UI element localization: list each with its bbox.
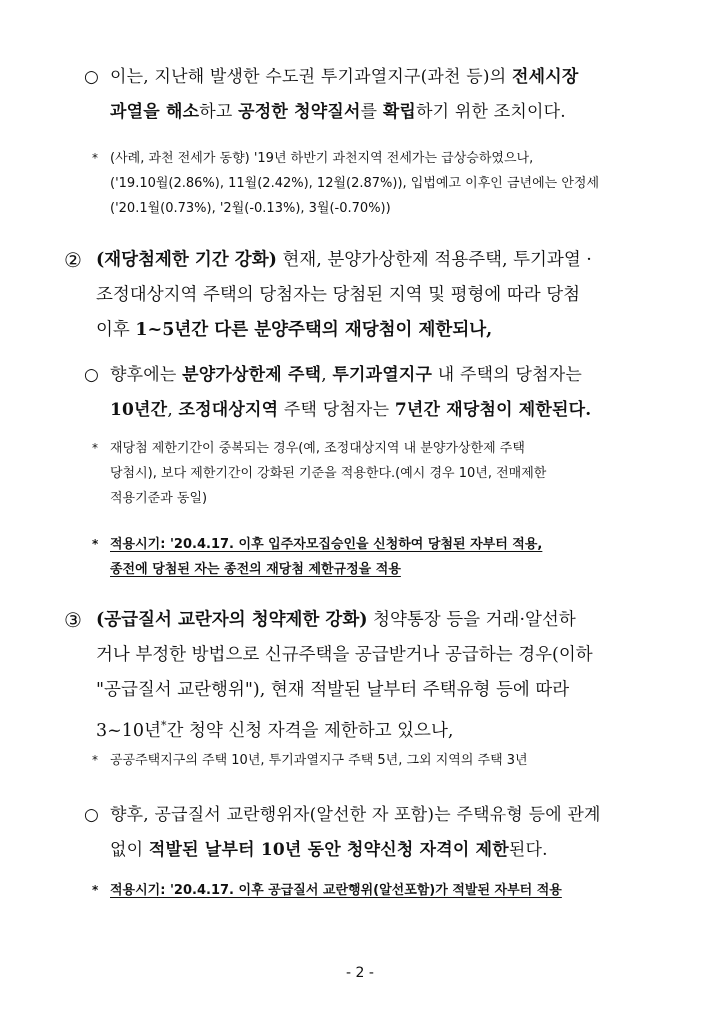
section-2-number: ② (64, 248, 82, 272)
bullet-marker: ○ (84, 805, 99, 825)
note-effective-date-2: * 적용시기: '20.4.17. 이후 공급질서 교란행위(알선포함)가 적발된 자부터 적용 (92, 878, 562, 903)
section-3-number: ③ (64, 608, 82, 632)
note-marker: * (92, 753, 98, 767)
section-2: (재당첨제한 기간 강화) 현재, 분양가상한제 적용주택, 투기과열 · 조정대상지역 주택의 당첨자는 당첨된 지역 및 평형에 따라 당첨 이후 1~5년간 다른 분양주택의 재당첨이 제한되나, (96, 250, 592, 340)
section-3: (공급질서 교란자의 청약제한 강화) 청약통장 등을 거래·알선하 거나 부정한 방법으로 신규주택을 공급받거나 공급하는 경우(이하 "공급질서 교란행위"), 현재 적발된 날부터 주택유형 등에 따라 3~10년*간 청약 신청 자격을 제한하고 있으나, (96, 610, 593, 741)
note-marker: * (92, 441, 98, 455)
note-effective-date-1: * 적용시기: '20.4.17. 이후 입주자모집승인을 신청하여 당첨된 자부터 적용, 종전에 당첨된 자는 종전의 재당첨 제한규정을 적용 (92, 532, 542, 582)
page-number: - 2 - (346, 965, 374, 981)
note-marker: * (92, 883, 99, 897)
note-overlap-rule: * 재당첨 제한기간이 중복되는 경우(예, 조정대상지역 내 분양가상한제 주택 당첨시), 보다 제한기간이 강화된 기준을 적용한다.(예시 경우 10년, 전매제한 적용기준과 동일) (92, 436, 546, 511)
bullet-marker: ○ (84, 67, 99, 87)
note-marker: * (92, 537, 99, 551)
note-marker: * (92, 151, 98, 165)
note-current-restrictions: * 공공주택지구의 주택 10년, 투기과열지구 주택 5년, 그외 지역의 주택 3년 (92, 748, 528, 773)
note-case-example: * (사례, 과천 전세가 동향) '19년 하반기 과천지역 전세가는 급상승하였으나, ('19.10월(2.86%), 11월(2.42%), 12월(2.87%)), 입법예고 이후인 금년에는 안정세 ('20.1월(0.73%), '2월(-0.13%), 3월(-0.70%)) (92, 146, 599, 221)
paragraph-1: 이는, 지난해 발생한 수도권 투기과열지구(과천 등)의 전세시장 과열을 해소하고 공정한 청약질서를 확립하기 위한 조치이다. (110, 67, 579, 122)
bullet-marker: ○ (84, 365, 99, 385)
paragraph-2: 향후에는 분양가상한제 주택, 투기과열지구 내 주택의 당첨자는 10년간, 조정대상지역 주택 당첨자는 7년간 재당첨이 제한된다. (110, 365, 592, 420)
paragraph-3: 향후, 공급질서 교란행위자(알선한 자 포함)는 주택유형 등에 관계 없이 적발된 날부터 10년 동안 청약신청 자격이 제한된다. (110, 805, 601, 860)
